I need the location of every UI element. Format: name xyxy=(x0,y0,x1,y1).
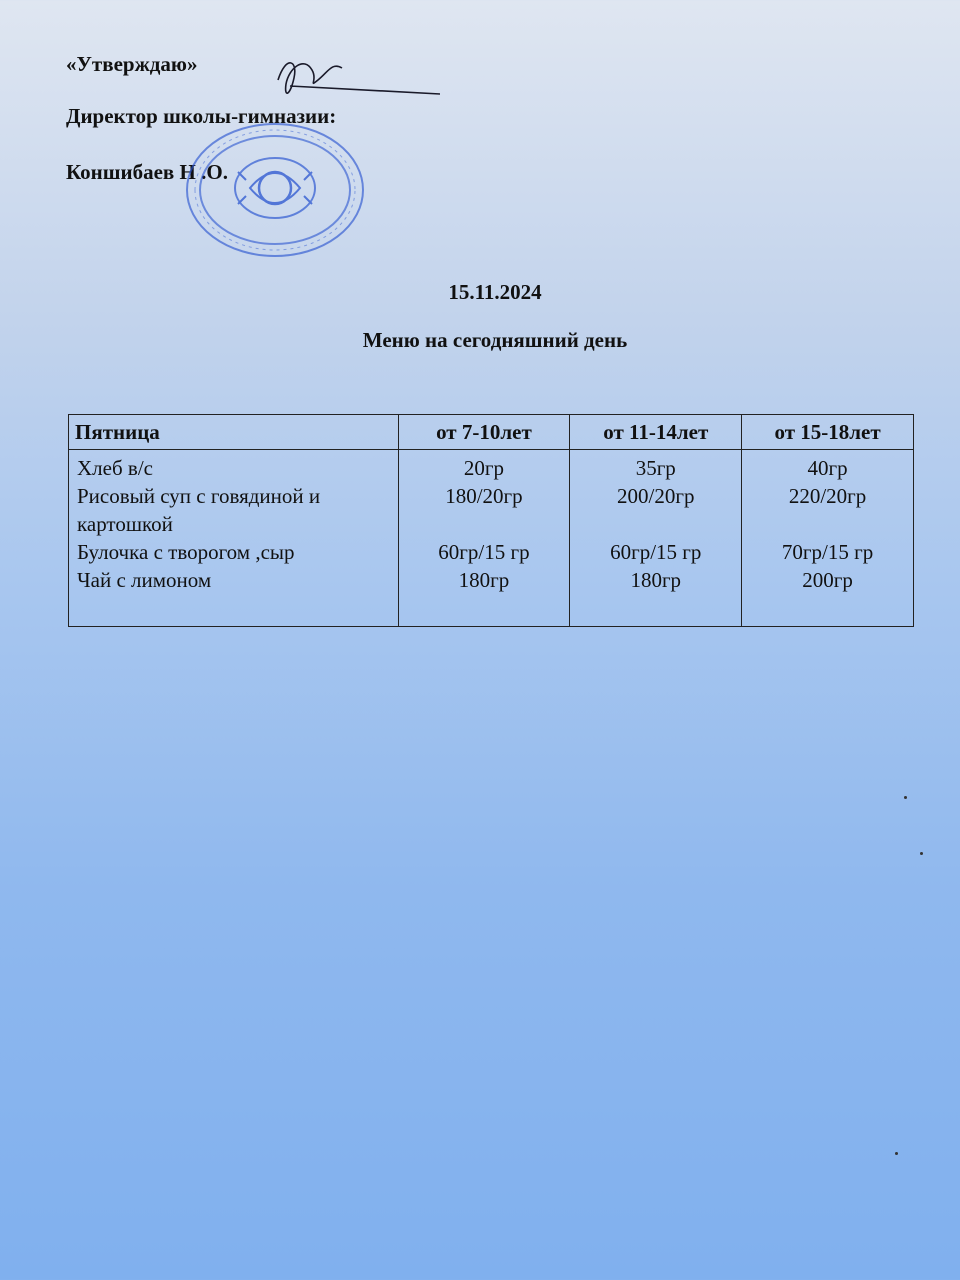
paper-speck xyxy=(920,852,923,855)
amount: 200гр xyxy=(802,568,853,592)
amount: 200/20гр xyxy=(617,484,695,508)
amounts-11-14-cell xyxy=(570,450,742,627)
amounts-7-10-cell xyxy=(398,450,570,627)
amount: 60гр/15 гр xyxy=(438,540,530,564)
menu-items-cell xyxy=(69,450,399,627)
menu-item: Рисовый суп с говядиной и картошкой xyxy=(77,484,321,536)
table-row xyxy=(69,450,914,627)
menu-table xyxy=(68,414,914,627)
header-day: Пятница xyxy=(69,415,399,450)
director-name: Коншибаев Н .О. xyxy=(66,160,228,184)
amount: 40гр xyxy=(807,456,848,480)
menu-date: 15.11.2024 xyxy=(448,280,542,304)
amount: 20гр xyxy=(463,456,504,480)
amount: 220/20гр xyxy=(788,484,867,508)
director-title: Директор школы-гимназии: xyxy=(66,104,337,128)
amount: 180/20гр xyxy=(445,484,523,508)
amount: 60гр/15 гр xyxy=(610,540,702,564)
amount: 180гр xyxy=(458,568,510,592)
header-age-15-18: от 15-18лет xyxy=(742,415,914,450)
header-age-7-10: от 7-10лет xyxy=(398,415,570,450)
amount: 70гр/15 гр xyxy=(781,540,874,564)
header-age-11-14: от 11-14лет xyxy=(570,415,742,450)
amounts-15-18-cell xyxy=(742,450,914,627)
menu-item: Булочка с творогом ,сыр xyxy=(77,540,295,564)
menu-item: Хлеб в/с xyxy=(77,456,153,480)
amount: 180гр xyxy=(630,568,682,592)
table-header-row xyxy=(69,415,914,450)
paper-speck xyxy=(895,1152,898,1155)
paper-speck xyxy=(904,796,907,799)
menu-subtitle: Меню на сегодняшний день xyxy=(362,328,628,352)
menu-item: Чай с лимоном xyxy=(77,568,212,592)
signature-icon xyxy=(250,40,440,110)
amount: 35гр xyxy=(635,456,676,480)
approval-title: «Утверждаю» xyxy=(66,52,198,76)
